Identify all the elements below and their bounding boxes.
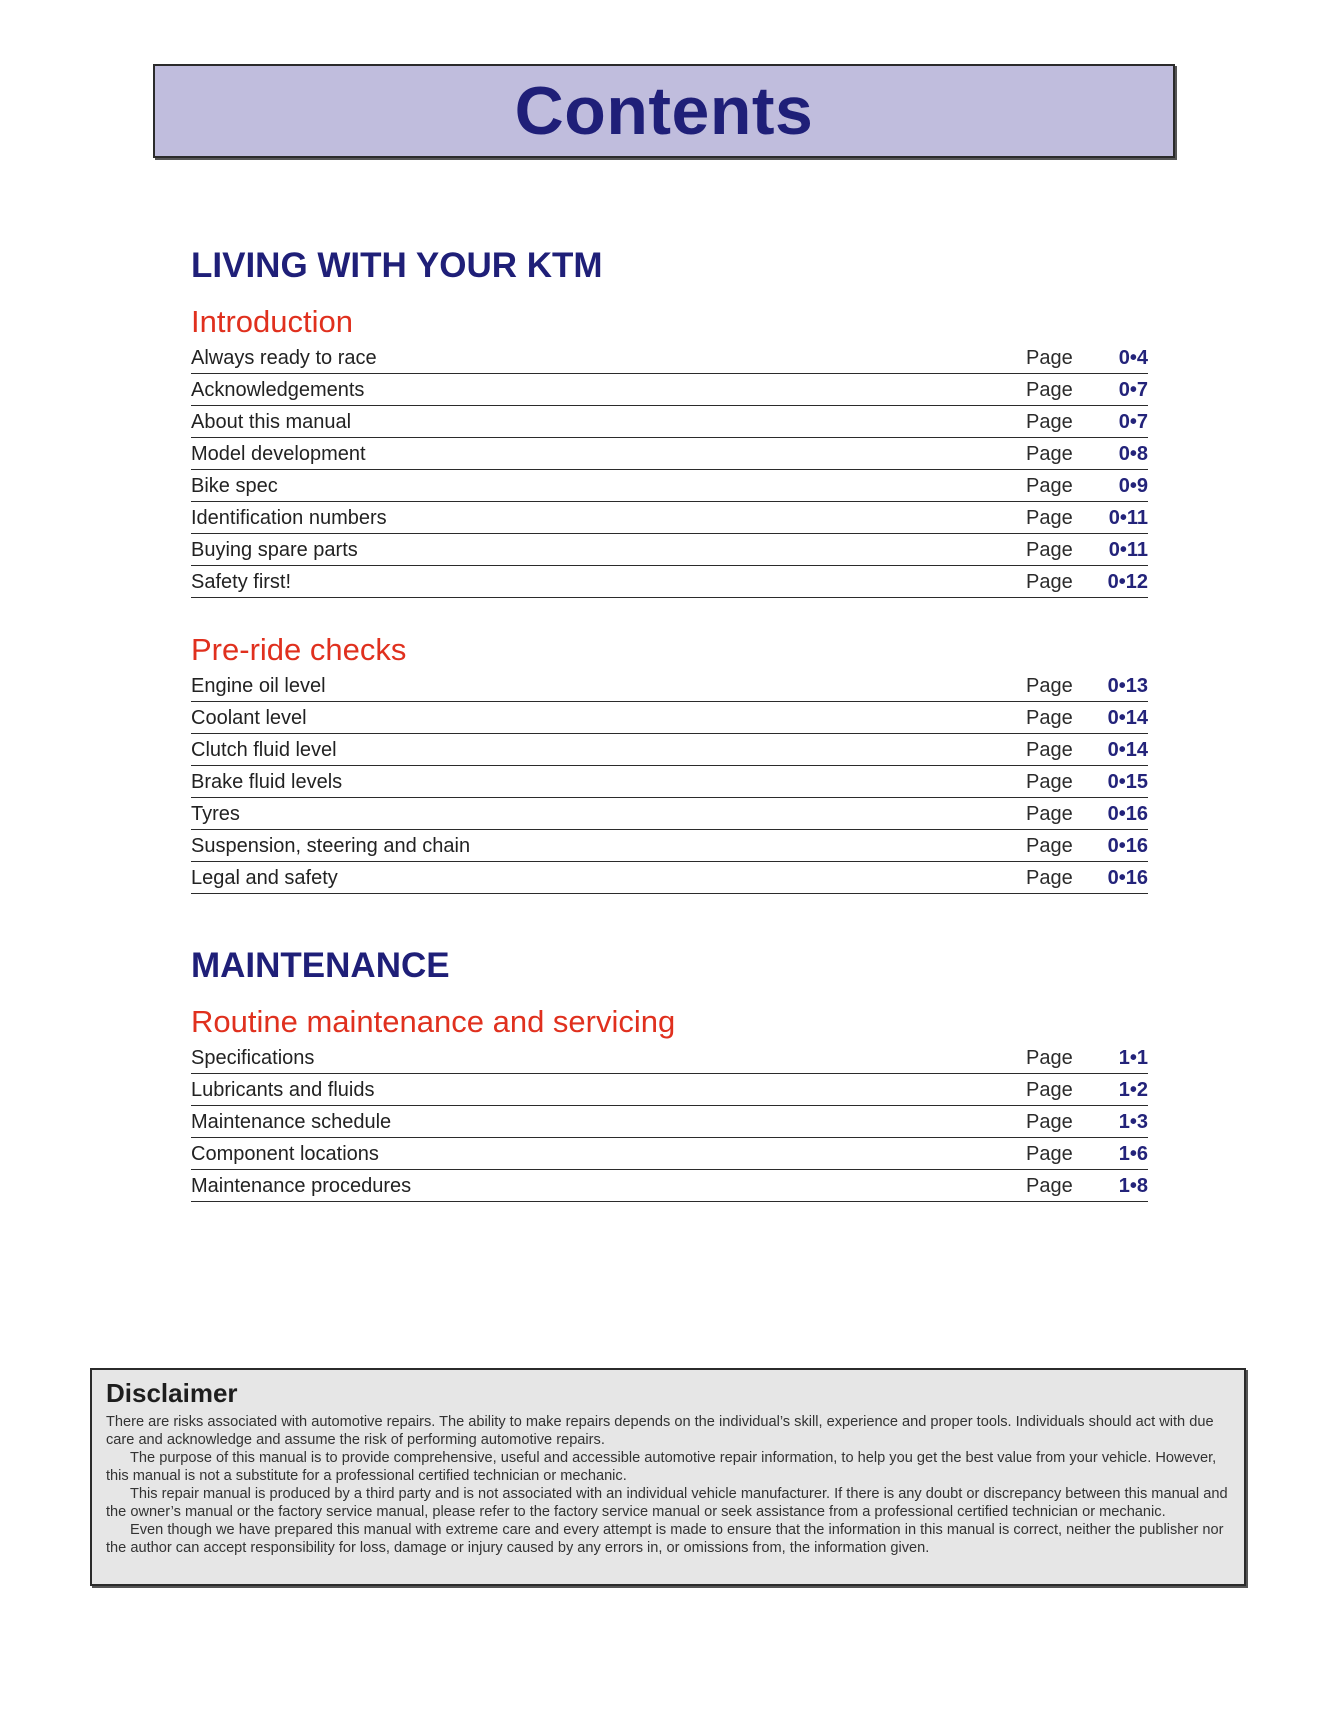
toc-row[interactable] — [191, 406, 1148, 438]
toc-label: Coolant level — [191, 707, 307, 729]
page-number: 0•7 — [1118, 379, 1148, 401]
group-pre-ride-checks — [191, 632, 1148, 894]
page-number: 1•8 — [1118, 1175, 1148, 1197]
toc-row[interactable] — [191, 342, 1148, 374]
toc-label: Model development — [191, 443, 366, 465]
toc-row[interactable] — [191, 438, 1148, 470]
toc-label: Acknowledgements — [191, 379, 365, 401]
toc-row[interactable] — [191, 830, 1148, 862]
page-word: Page — [1026, 347, 1073, 369]
toc-label: Always ready to race — [191, 347, 377, 369]
disclaimer-paragraph: This repair manual is produced by a third party and is not associated with an individual vehicle manufacturer. If there is any doubt or discrepancy between this manual and the owner’s manual or the factory service manual, please refer to the factory service manual or seek assistance from a professional certified technician or mechanic. — [106, 1486, 1228, 1520]
toc-label: Maintenance schedule — [191, 1111, 392, 1133]
group-routine-maintenance — [191, 1004, 1148, 1202]
section-living-with-your-ktm — [191, 246, 1148, 894]
page-word: Page — [1026, 1047, 1073, 1069]
page-word: Page — [1026, 867, 1073, 889]
page-number: 0•7 — [1118, 411, 1148, 433]
page-word: Page — [1026, 1111, 1073, 1133]
group-heading: Routine maintenance and servicing — [191, 1004, 676, 1039]
disclaimer-paragraph: The purpose of this manual is to provide comprehensive, useful and accessible automotive repair information, to help you get the best value from your vehicle. However, this manual is not a substitute for a professional certified technician or mechanic. — [106, 1450, 1217, 1484]
toc-row[interactable] — [191, 1042, 1148, 1074]
page-word: Page — [1026, 1143, 1073, 1165]
page-word: Page — [1026, 411, 1073, 433]
title-banner — [153, 64, 1175, 158]
toc-row[interactable] — [191, 862, 1148, 894]
page-number: 0•8 — [1118, 443, 1148, 465]
page-number: 0•16 — [1107, 835, 1148, 857]
toc-row[interactable] — [191, 670, 1148, 702]
page-number: 1•2 — [1118, 1079, 1148, 1101]
page-word: Page — [1026, 1175, 1073, 1197]
toc-label: Lubricants and fluids — [191, 1079, 375, 1101]
page-number: 1•6 — [1118, 1143, 1148, 1165]
page-word: Page — [1026, 475, 1073, 497]
group-introduction — [191, 304, 1148, 598]
toc-row[interactable] — [191, 1106, 1148, 1138]
toc-list — [191, 1042, 1148, 1202]
disclaimer-box — [90, 1368, 1246, 1586]
page-word: Page — [1026, 571, 1073, 593]
toc-label: Clutch fluid level — [191, 739, 337, 761]
toc-label: Specifications — [191, 1047, 315, 1069]
toc-row[interactable] — [191, 534, 1148, 566]
toc-label: Safety first! — [191, 571, 292, 593]
section-heading: MAINTENANCE — [191, 946, 450, 985]
toc-label: Identification numbers — [191, 507, 387, 529]
toc-row[interactable] — [191, 766, 1148, 798]
toc-label: About this manual — [191, 411, 352, 433]
page-number: 1•3 — [1118, 1111, 1148, 1133]
section-heading: LIVING WITH YOUR KTM — [191, 246, 603, 285]
page-number: 0•16 — [1107, 867, 1148, 889]
disclaimer-paragraph: Even though we have prepared this manual with extreme care and every attempt is made to ensure that the information in this manual is correct, neither the publisher nor the author can accept responsibility for loss, damage or injury caused by any errors in, or omissions from, the information given. — [106, 1522, 1224, 1556]
toc-row[interactable] — [191, 374, 1148, 406]
page-word: Page — [1026, 507, 1073, 529]
page-word: Page — [1026, 835, 1073, 857]
group-heading: Introduction — [191, 304, 353, 339]
toc-list — [191, 342, 1148, 598]
page-word: Page — [1026, 539, 1073, 561]
page-number: 1•1 — [1118, 1047, 1148, 1069]
page-word: Page — [1026, 1079, 1073, 1101]
toc-label: Maintenance procedures — [191, 1175, 412, 1197]
page-number: 0•14 — [1107, 707, 1148, 729]
page-word: Page — [1026, 739, 1073, 761]
page-word: Page — [1026, 675, 1073, 697]
toc-row[interactable] — [191, 1074, 1148, 1106]
toc-label: Buying spare parts — [191, 539, 358, 561]
page-word: Page — [1026, 803, 1073, 825]
toc-row[interactable] — [191, 734, 1148, 766]
toc-label: Tyres — [191, 803, 240, 825]
page-word: Page — [1026, 379, 1073, 401]
toc-row[interactable] — [191, 702, 1148, 734]
page-number: 0•13 — [1107, 675, 1148, 697]
disclaimer-title: Disclaimer — [106, 1378, 238, 1408]
page-number: 0•15 — [1107, 771, 1148, 793]
page-word: Page — [1026, 771, 1073, 793]
toc-label: Legal and safety — [191, 867, 338, 889]
toc-row[interactable] — [191, 566, 1148, 598]
page-number: 0•16 — [1107, 803, 1148, 825]
toc-label: Bike spec — [191, 475, 278, 497]
page-number: 0•9 — [1118, 475, 1148, 497]
page-word: Page — [1026, 443, 1073, 465]
group-heading: Pre-ride checks — [191, 632, 407, 667]
page-word: Page — [1026, 707, 1073, 729]
toc-row[interactable] — [191, 1138, 1148, 1170]
section-maintenance — [191, 946, 1148, 1202]
toc-row[interactable] — [191, 798, 1148, 830]
page-number: 0•4 — [1118, 347, 1148, 369]
page-number: 0•11 — [1108, 507, 1148, 529]
page-title: Contents — [514, 73, 814, 149]
page-number: 0•11 — [1108, 539, 1148, 561]
toc-row[interactable] — [191, 502, 1148, 534]
toc-list — [191, 670, 1148, 894]
toc-row[interactable] — [191, 470, 1148, 502]
disclaimer-paragraph: There are risks associated with automotive repairs. The ability to make repairs depends on the individual’s skill, experience and proper tools. Individuals should act with due care and acknowledge and assume the risk of performing automotive repairs. — [106, 1414, 1214, 1448]
toc-label: Brake fluid levels — [191, 771, 343, 793]
toc-row[interactable] — [191, 1170, 1148, 1202]
toc-label: Suspension, steering and chain — [191, 835, 471, 857]
page-number: 0•14 — [1107, 739, 1148, 761]
toc-label: Component locations — [191, 1143, 379, 1165]
page-number: 0•12 — [1107, 571, 1148, 593]
toc-label: Engine oil level — [191, 675, 326, 697]
